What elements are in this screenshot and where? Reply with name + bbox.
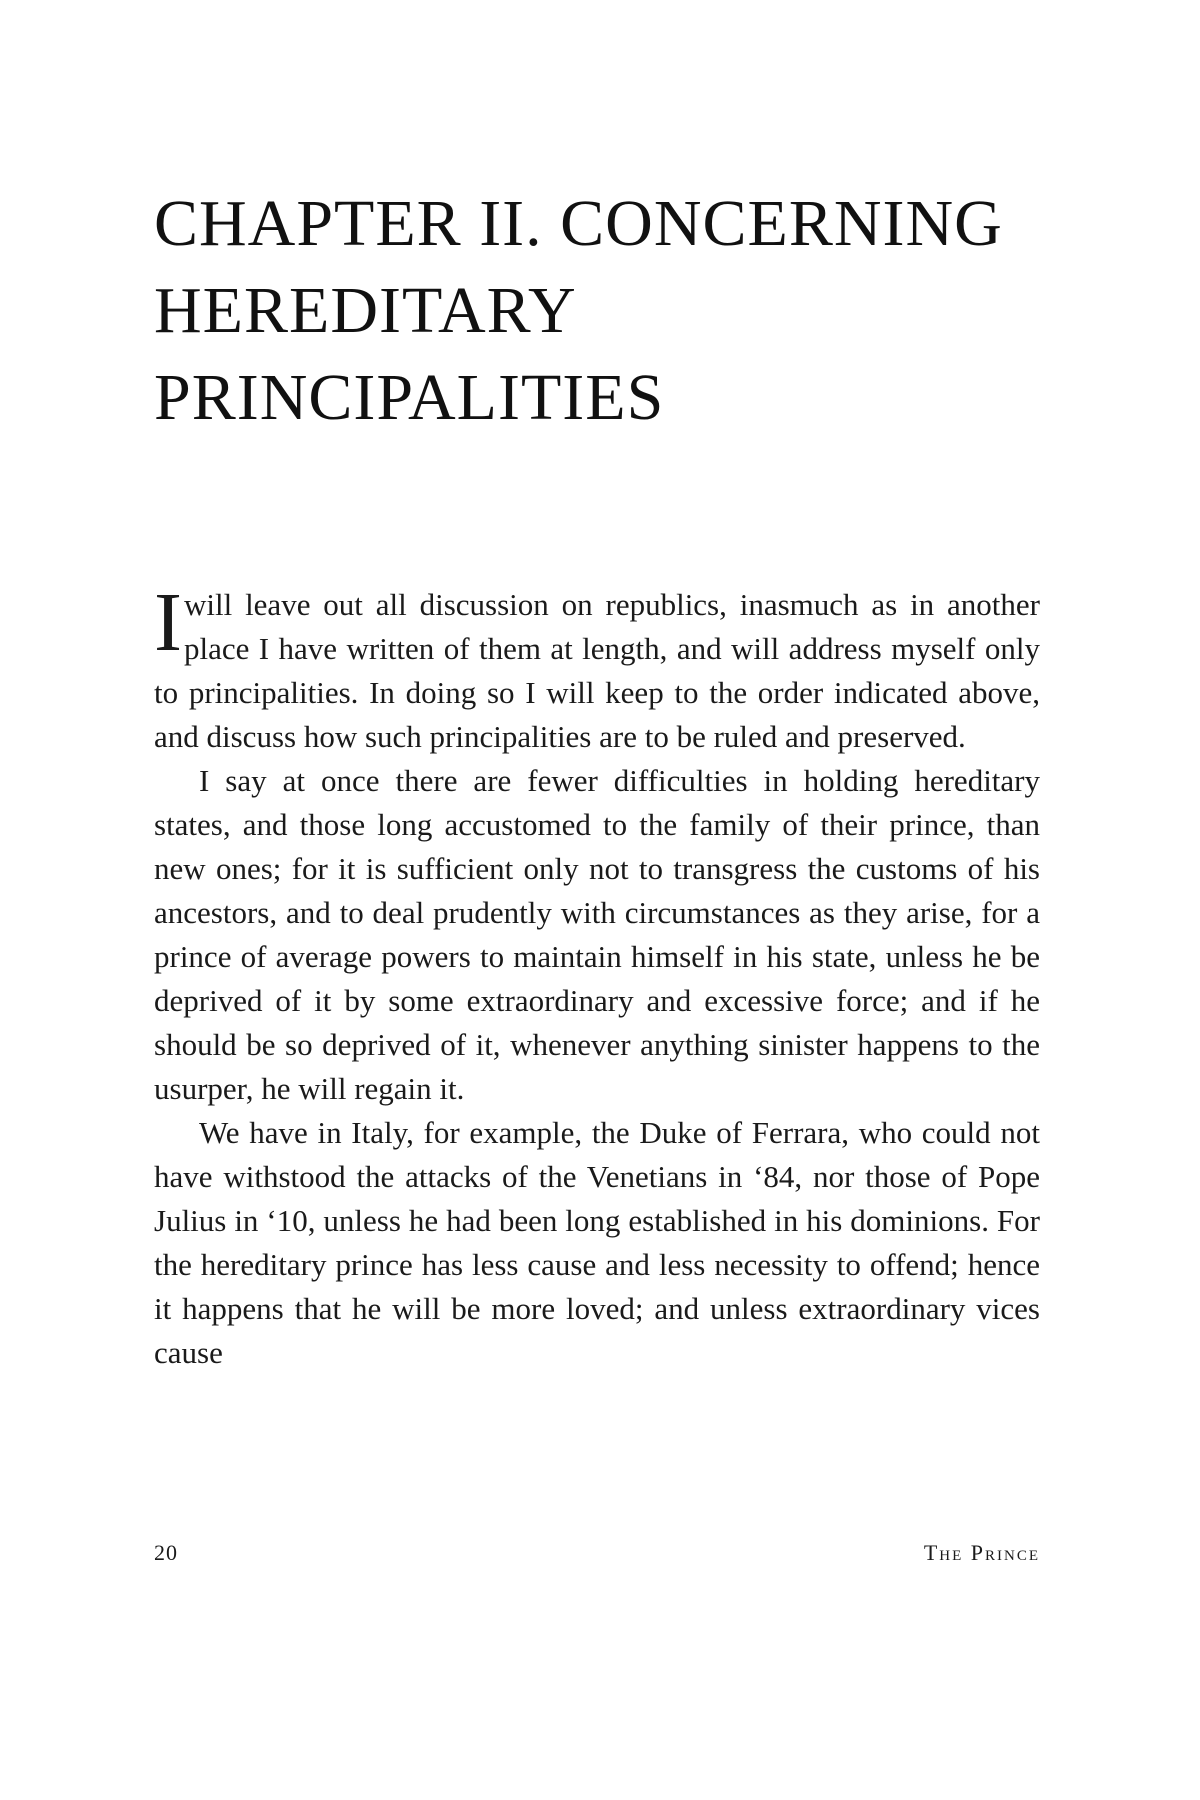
chapter-title-line: CHAPTER II. CONCERNING [154, 187, 1003, 260]
body-text [154, 576, 1040, 1375]
paragraph-text: We have in Italy, for example, the Duke of Ferrara, who could not have withstood the attacks of the Venetians in ‘84, nor those of Pope Julius in ‘10, unless he had been long established in his dominions. For the hereditary prince has less cause and less necessity to offend; hence it happens that he will be more loved; and unless extraordinary vices cause [154, 1115, 1040, 1370]
paragraph-text: I say at once there are fewer difficulties in holding hereditary states, and those long accustomed to the family of their prince, than new ones; for it is sufficient only not to transgress the customs of his ancestors, and to deal prudently with circumstances as they arise, for a prince of average powers to maintain himself in his state, unless he be deprived of it by some extraordinary and excessive force; and if he should be so deprived of it, whenever anything sinister happens to the usurper, he will regain it. [154, 763, 1040, 1106]
chapter-title-line: HEREDITARY [154, 274, 577, 347]
chapter-title [154, 180, 1054, 441]
paragraph-text: will leave out all discussion on republics, inasmuch as in another place I have written of them at length, and will address myself only to principalities. In doing so I will keep to the order indicated above, and discuss how such principalities are to be ruled and preserved. [154, 587, 1040, 754]
running-footer-title: The Prince [923, 1540, 1040, 1565]
paragraph [154, 576, 1040, 759]
paragraph [154, 1111, 1040, 1375]
chapter-title-line: PRINCIPALITIES [154, 361, 665, 434]
page-number: 20 [154, 1540, 178, 1565]
paragraph [154, 759, 1040, 1111]
drop-cap: I [154, 576, 182, 669]
